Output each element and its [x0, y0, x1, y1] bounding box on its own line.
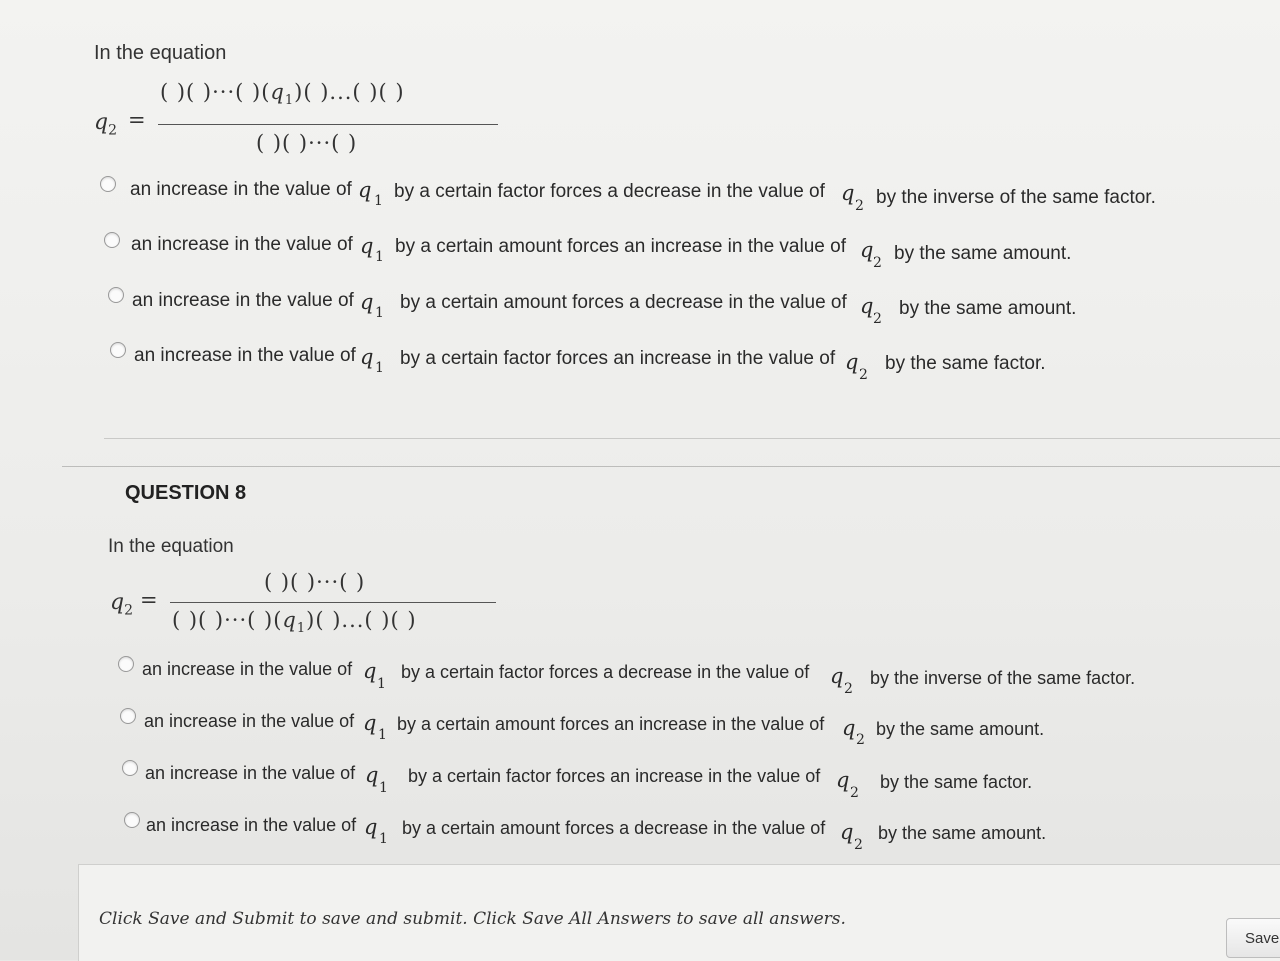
var-q1: q	[360, 290, 374, 314]
save-button[interactable]: Save	[1226, 918, 1280, 958]
option-text-mid: by a certain factor forces a decrease in the value of	[394, 181, 825, 202]
q7-option-4-radio[interactable]	[110, 342, 126, 358]
q8-option-1-radio[interactable]	[118, 656, 134, 672]
var-q1-sub: 1	[379, 780, 388, 796]
option-text-mid: by a certain factor forces an increase in the value of	[400, 348, 836, 369]
var-q1-sub: 1	[375, 305, 384, 321]
q8-option-3-radio[interactable]	[122, 760, 138, 776]
option-text-post: by the same amount.	[894, 243, 1072, 264]
option-text-post: by the same amount.	[878, 823, 1047, 843]
option-text-post: by the inverse of the same factor.	[870, 668, 1136, 688]
option-text-pre: an increase in the value of	[144, 711, 355, 731]
var-q1-sub: 1	[375, 360, 384, 376]
var-q2-sub: 2	[850, 785, 859, 801]
q7-option-1-radio[interactable]	[100, 176, 116, 192]
var-q1-sub: 1	[374, 193, 383, 209]
option-text-post: by the same factor.	[880, 772, 1033, 792]
var-q2-sub: 2	[855, 198, 864, 214]
option-text-post: by the same amount.	[899, 298, 1077, 319]
q7-bottom-divider	[104, 438, 1280, 439]
q7-lead: In the equation	[94, 42, 227, 64]
q8-lhs: $q_2$	[110, 590, 134, 619]
var-q1-sub: 1	[379, 831, 388, 847]
q8-equals: =	[140, 588, 159, 612]
option-text-pre: an increase in the value of	[142, 659, 353, 679]
var-q1-sub: 1	[378, 727, 387, 743]
option-text-pre: an increase in the value of	[145, 763, 356, 783]
var-q1: q	[358, 178, 372, 202]
var-q2-sub: 2	[854, 837, 863, 853]
q8-title: QUESTION 8	[125, 482, 247, 504]
option-text-mid: by a certain amount forces an increase in the value of	[395, 236, 846, 257]
option-text-pre: an increase in the value of	[131, 234, 353, 255]
var-q2: q	[845, 350, 859, 374]
q8-option-2-radio[interactable]	[120, 708, 136, 724]
q7-fraction-bar	[158, 124, 498, 125]
var-q1: q	[360, 345, 374, 369]
q7-numerator: ( )( )···( )$(q_1)$( )...( )( )	[160, 80, 405, 109]
option-text-mid: by a certain factor forces a decrease in the value of	[401, 662, 810, 682]
var-q2: q	[842, 716, 856, 740]
option-text-pre: an increase in the value of	[132, 290, 354, 311]
q7-option-3-radio[interactable]	[108, 287, 124, 303]
option-text-post: by the inverse of the same factor.	[876, 187, 1156, 208]
var-q1: q	[360, 234, 374, 258]
var-q2-sub: 2	[844, 681, 853, 697]
var-q1: q	[363, 711, 377, 735]
var-q2: q	[840, 820, 854, 844]
q7-equals: =	[128, 108, 147, 132]
option-text-mid: by a certain amount forces a decrease in the value of	[400, 292, 847, 313]
var-q2-sub: 2	[873, 311, 882, 327]
q7-denominator: ( )( )···( )	[256, 131, 358, 155]
submit-instructions: Click Save and Submit to save and submit. Click Save All Answers to save all answers.	[99, 909, 846, 929]
var-q1: q	[365, 763, 379, 787]
q8-lead: In the equation	[108, 536, 234, 557]
option-text-pre: an increase in the value of	[146, 815, 357, 835]
var-q1-sub: 1	[375, 249, 384, 265]
q8-numerator: ( )( )···( )	[264, 570, 366, 594]
option-text-pre: an increase in the value of	[130, 179, 352, 200]
option-text-post: by the same factor.	[885, 353, 1046, 374]
option-text-pre: an increase in the value of	[134, 345, 356, 366]
var-q2-sub: 2	[856, 732, 865, 748]
q8-fraction-bar	[170, 602, 496, 603]
var-q2: q	[836, 768, 850, 792]
q7-lhs: $q_2$	[94, 110, 118, 139]
var-q2: q	[860, 238, 874, 262]
var-q2: q	[860, 294, 874, 318]
option-text-mid: by a certain amount forces a decrease in the value of	[402, 818, 826, 838]
q8-option-4-radio[interactable]	[124, 812, 140, 828]
var-q2: q	[841, 181, 855, 205]
q7-option-2-radio[interactable]	[104, 232, 120, 248]
var-q1: q	[363, 659, 377, 683]
var-q2: q	[830, 664, 844, 688]
var-q1-sub: 1	[377, 676, 386, 692]
var-q2-sub: 2	[873, 255, 882, 271]
option-text-mid: by a certain amount forces an increase in the value of	[397, 714, 825, 734]
var-q1: q	[364, 815, 378, 839]
var-q2-sub: 2	[859, 367, 868, 383]
option-text-mid: by a certain factor forces an increase in the value of	[408, 766, 821, 786]
submit-footer	[78, 864, 1280, 961]
question-separator	[62, 466, 1280, 467]
option-text-post: by the same amount.	[876, 719, 1045, 739]
q8-denominator: ( )( )···( )$(q_1)$( )...( )( )	[172, 608, 417, 637]
